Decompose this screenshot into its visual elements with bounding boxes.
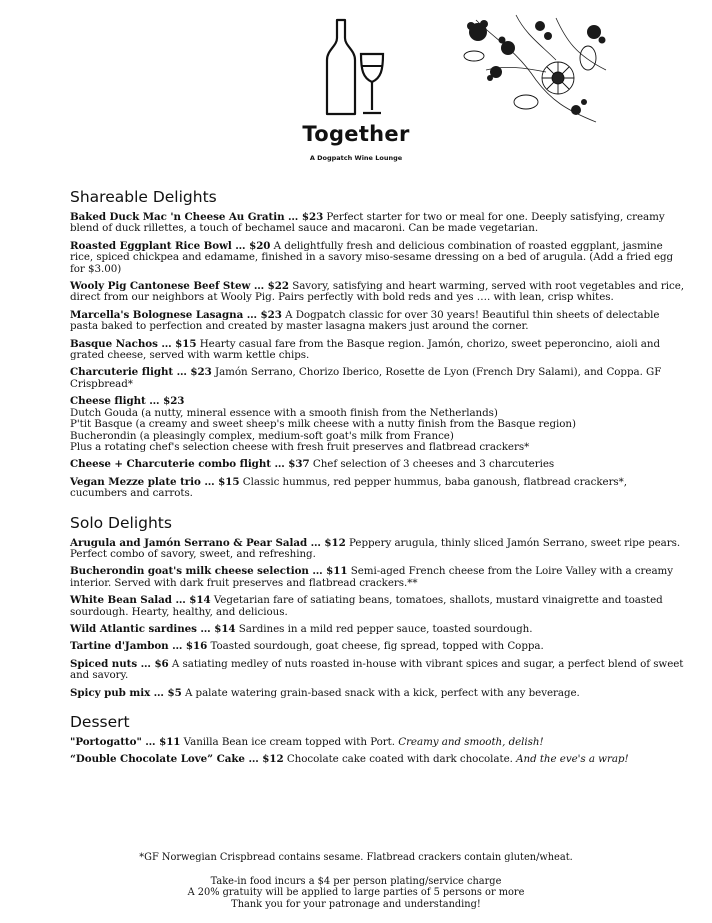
- item-name: Charcuterie flight … $23: [70, 366, 212, 379]
- item-name: Spiced nuts … $6: [70, 657, 169, 670]
- menu-footer: [0, 852, 712, 910]
- item-desc: A Dogpatch classic for over 30 years! Beautiful thin sheets of delectable pasta baked to perfection and created by master lasagna makers just around the corner.: [70, 308, 660, 333]
- menu-item: [70, 459, 685, 470]
- menu-item: [70, 595, 685, 618]
- item-desc: Chef selection of 3 cheeses and 3 charcuteries: [312, 458, 555, 471]
- flowers-illustration: [456, 10, 610, 130]
- item-name: Vegan Mezze plate trio … $15: [70, 475, 240, 488]
- menu-item: [70, 659, 685, 682]
- item-desc: Semi-aged French cheese from the Loire Valley with a creamy interior. Served with dark fruit preserves and flatbread crackers.**: [70, 565, 674, 589]
- item-name: Bucherondin goat's milk cheese selection … $11: [70, 565, 348, 578]
- menu-item: [70, 241, 685, 275]
- menu-item: [70, 477, 685, 500]
- section-dessert: [70, 713, 685, 766]
- item-name: Wooly Pig Cantonese Beef Stew … $22: [70, 280, 289, 293]
- section-title: Shareable Delights: [70, 188, 217, 206]
- item-desc-italic: Creamy and smooth, delish!: [398, 736, 544, 748]
- item-name: "Portogatto" … $11: [70, 736, 181, 748]
- item-name: Cheese flight … $23: [70, 395, 185, 408]
- menu-item: [70, 566, 685, 589]
- menu-item: [70, 624, 685, 635]
- footer-line: Thank you for your patronage and understanding!: [231, 898, 481, 910]
- menu-item: [70, 737, 685, 748]
- item-desc: Sardines in a mild red pepper sauce, toasted sourdough.: [238, 622, 533, 635]
- item-desc: Classic hummus, red pepper hummus, baba ganoush, flatbread crackers*, cucumbers and carrots.: [70, 475, 627, 500]
- cheese-line: P'tit Basque (a creamy and sweet sheep's milk cheese with a nutty finish from the Basque region): [70, 418, 576, 431]
- menu-item: [70, 641, 685, 652]
- menu-item: [70, 688, 685, 699]
- item-name: Wild Atlantic sardines … $14: [70, 622, 236, 635]
- brand-name: Together: [302, 122, 410, 146]
- cheese-line: Dutch Gouda (a nutty, mineral essence with a smooth finish from the Netherlands): [70, 406, 498, 419]
- item-name: Cheese + Charcuterie combo flight … $37: [70, 458, 310, 471]
- menu-item: [70, 281, 685, 304]
- menu-content: [70, 188, 685, 780]
- menu-item: [70, 310, 685, 333]
- brand-tagline: A Dogpatch Wine Lounge: [309, 154, 403, 162]
- item-desc: Toasted sourdough, goat cheese, fig spread, topped with Coppa.: [210, 640, 544, 653]
- section-shareable: [70, 188, 685, 500]
- item-desc-italic: And the eve's a wrap!: [516, 753, 629, 766]
- menu-item: [70, 339, 685, 362]
- item-name: Arugula and Jamón Serrano & Pear Salad … $12: [70, 536, 346, 549]
- item-name: Spicy pub mix … $5: [70, 686, 182, 699]
- footer-line: Take-in food incurs a $4 per person plating/service charge: [210, 875, 502, 887]
- item-desc: A delightfully fresh and delicious combination of roasted eggplant, jasmine rice, spiced chickpea and edamame, finished in a savory miso-sesame dressing on a bed of arugula. (Add a fried egg for $3.00): [70, 239, 674, 275]
- menu-item-cheese-flight: [70, 396, 685, 453]
- item-name: White Bean Salad … $14: [70, 594, 211, 607]
- menu-item: [70, 754, 685, 765]
- item-desc: A palate watering grain-based snack with a kick, perfect with any beverage.: [184, 686, 580, 699]
- cheese-line: Bucherondin (a pleasingly complex, medium-soft goat's milk from France): [70, 429, 454, 442]
- section-title: Dessert: [70, 713, 130, 731]
- menu-header: [0, 0, 712, 180]
- menu-item: [70, 367, 685, 390]
- item-desc: Vegetarian fare of satiating beans, tomatoes, shallots, mustard vinaigrette and toasted sourdough. Hearty, healthy, and delicious.: [70, 594, 663, 618]
- item-name: Tartine d'Jambon … $16: [70, 640, 208, 653]
- wine-bottle-glass-icon: [325, 18, 387, 118]
- allergen-note: *GF Norwegian Crispbread contains sesame. Flatbread crackers contain gluten/wheat.: [139, 852, 573, 863]
- item-name: Marcella's Bolognese Lasagna … $23: [70, 308, 282, 321]
- item-desc: A satiating medley of nuts roasted in-house with vibrant spices and sugar, a perfect blend of sweet and savory.: [70, 657, 684, 682]
- item-name: Baked Duck Mac 'n Cheese Au Gratin … $23: [70, 211, 324, 223]
- item-desc: Peppery arugula, thinly sliced Jamón Serrano, sweet ripe pears. Perfect combo of savory, sweet, and refreshing.: [70, 536, 681, 560]
- menu-item: [70, 538, 685, 561]
- section-solo: [70, 514, 685, 699]
- item-name: “Double Chocolate Love” Cake … $12: [70, 753, 284, 766]
- cheese-line: Plus a rotating chef's selection cheese with fresh fruit preserves and flatbread crackers*: [70, 440, 530, 453]
- item-desc: Hearty casual fare from the Basque region. Jamón, chorizo, sweet peperoncino, aioli and grated cheese, served with warm kettle chips.: [70, 337, 660, 362]
- item-desc: Perfect starter for two or meal for one. Deeply satisfying, creamy blend of duck rillettes, a touch of bechamel sauce and macaroni. Can be made vegetarian.: [70, 211, 665, 235]
- item-desc: Savory, satisfying and heart warming, served with root vegetables and rice, direct from our neighbors at Wooly Pig. Pairs perfectly with bold reds and yes …. with lean, crisp whites.: [70, 280, 685, 304]
- menu-item: [70, 212, 685, 235]
- item-name: Basque Nachos … $15: [70, 337, 197, 350]
- footer-line: A 20% gratuity will be applied to large parties of 5 persons or more: [187, 887, 525, 898]
- item-desc: Vanilla Bean ice cream topped with Port.: [183, 736, 395, 748]
- item-name: Roasted Eggplant Rice Bowl … $20: [70, 239, 271, 252]
- item-desc: Chocolate cake coated with dark chocolate.: [286, 753, 513, 766]
- item-desc: Jamón Serrano, Chorizo Iberico, Rosette de Lyon (French Dry Salami), and Coppa. GF Crispbread*: [70, 366, 662, 390]
- section-title: Solo Delights: [70, 513, 172, 532]
